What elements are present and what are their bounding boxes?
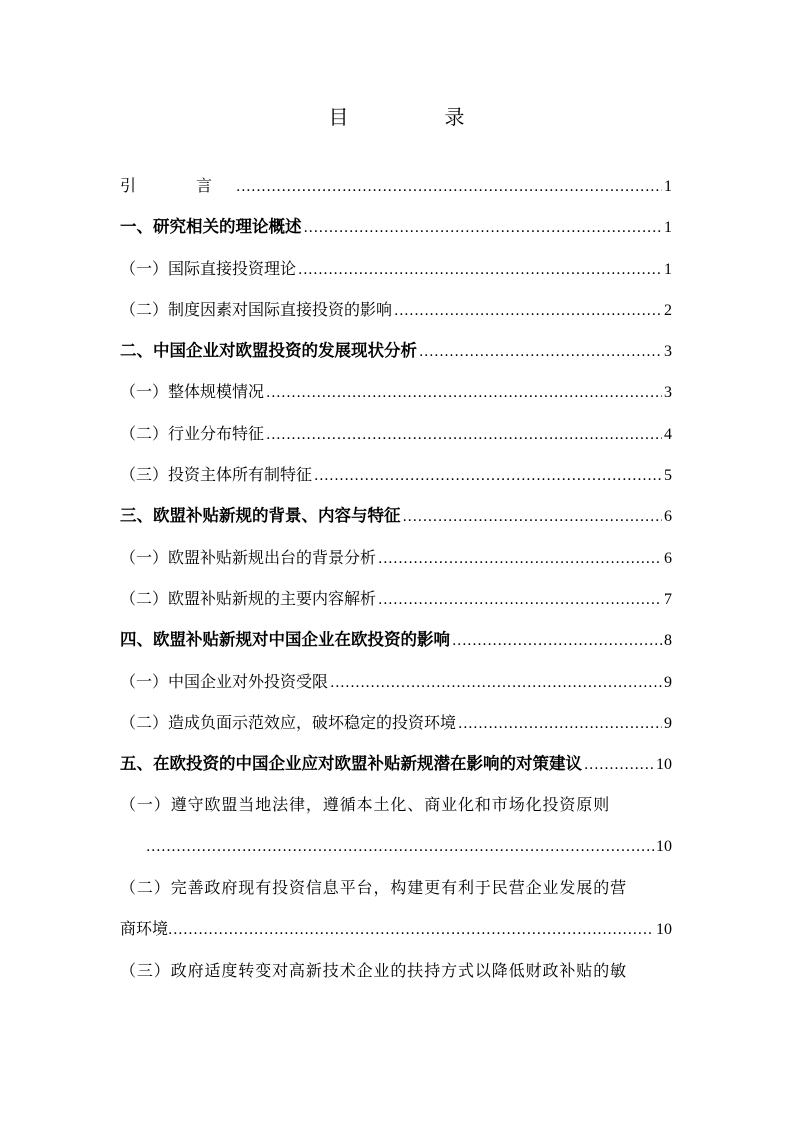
toc-dot-leader	[378, 584, 662, 616]
toc-dot-leader	[266, 377, 662, 409]
toc-page-number: 9	[664, 673, 672, 691]
toc-entry-chapter-4[interactable]	[120, 624, 672, 665]
toc-dot-leader	[236, 171, 662, 203]
toc-page-number: 10	[656, 756, 672, 774]
toc-entry-label: （二）造成负面示范效应，破坏稳定的投资环境	[120, 712, 457, 732]
toc-page-number: 8	[664, 632, 672, 650]
toc-entry-section-1-2[interactable]	[120, 294, 672, 335]
toc-entry-label: （一）欧盟补贴新规出台的背景分析	[120, 547, 377, 567]
toc-entry-section-5-3[interactable]	[120, 955, 672, 996]
toc-entry-label: （一）中国企业对外投资受限	[120, 671, 329, 691]
toc-entry-section-1-1[interactable]	[120, 253, 672, 294]
toc-page-number: 1	[664, 260, 672, 278]
toc-entry-label: （二）制度因素对国际直接投资的影响	[120, 299, 393, 319]
toc-dot-leader	[419, 336, 662, 368]
toc-entry-label: 引 言	[120, 176, 235, 195]
toc-entry-label: （一）遵守欧盟当地法律，遵循本土化、商业化和市场化投资原则	[120, 795, 611, 815]
toc-entry-label: 一、研究相关的理论概述	[120, 217, 302, 237]
toc-entry-label: （三）投资主体所有制特征	[120, 465, 313, 485]
toc-entry-label: 三、欧盟补贴新规的背景、内容与特征	[120, 506, 401, 526]
toc-dot-leader	[394, 295, 662, 327]
toc-page-number: 10	[656, 837, 672, 855]
toc-entry-section-4-2[interactable]	[120, 707, 672, 748]
toc-entry-label-line-1: （三）政府适度转变对高新技术企业的扶持方式以降低财政补贴的敏	[120, 960, 628, 980]
toc-dot-leader	[266, 419, 662, 451]
toc-dot-leader	[330, 667, 662, 699]
toc-entry-label: （二）行业分布特征	[120, 423, 265, 443]
toc-entry-section-3-1[interactable]	[120, 542, 672, 583]
toc-entry-chapter-2[interactable]	[120, 335, 672, 376]
table-of-contents	[120, 170, 672, 996]
toc-entry-label: （一）国际直接投资理论	[120, 258, 297, 278]
toc-dot-leader	[168, 914, 654, 946]
toc-entry-label: 二、中国企业对欧盟投资的发展现状分析	[120, 341, 417, 361]
toc-page-number: 7	[664, 590, 672, 608]
toc-page-number: 5	[664, 467, 672, 485]
toc-dot-leader	[314, 460, 662, 492]
toc-page-number: 4	[664, 425, 672, 443]
toc-entry-section-2-2[interactable]	[120, 418, 672, 459]
toc-dot-leader	[146, 831, 654, 863]
toc-page-number: 10	[656, 921, 672, 939]
toc-dot-leader	[304, 212, 663, 244]
toc-entry-section-3-2[interactable]	[120, 583, 672, 624]
toc-entry-section-5-1[interactable]	[120, 789, 672, 872]
toc-entry-chapter-5[interactable]	[120, 748, 672, 789]
toc-page-number: 2	[664, 301, 672, 319]
toc-entry-chapter-1[interactable]	[120, 211, 672, 252]
toc-entry-label: 五、在欧投资的中国企业应对欧盟补贴新规潜在影响的对策建议	[120, 754, 582, 774]
toc-entry-section-5-2[interactable]	[120, 872, 672, 955]
toc-entry-label: （一）整体规模情况	[120, 382, 265, 402]
toc-entry-introduction[interactable]	[120, 170, 672, 211]
toc-entry-continuation	[120, 831, 672, 872]
toc-dot-leader	[298, 254, 662, 286]
toc-entry-section-4-1[interactable]	[120, 666, 672, 707]
toc-page-number: 3	[664, 343, 672, 361]
toc-page-number: 1	[664, 178, 672, 195]
toc-entry-label-line-1: （二）完善政府现有投资信息平台，构建更有利于民营企业发展的营	[120, 878, 628, 898]
toc-entry-label: 四、欧盟补贴新规对中国企业在欧投资的影响	[120, 630, 450, 650]
toc-page-number: 6	[664, 549, 672, 567]
toc-entry-label-line-2: 商环境	[120, 919, 169, 939]
toc-dot-leader	[403, 501, 663, 533]
toc-entry-continuation	[120, 913, 672, 954]
toc-page-number: 1	[664, 219, 672, 237]
toc-page-number: 6	[664, 508, 672, 526]
toc-entry-section-2-3[interactable]	[120, 459, 672, 500]
toc-page-number: 3	[664, 384, 672, 402]
page-title: 目 录	[328, 105, 503, 129]
toc-dot-leader	[378, 543, 662, 575]
toc-entry-label: （二）欧盟补贴新规的主要内容解析	[120, 588, 377, 608]
toc-entry-section-2-1[interactable]	[120, 376, 672, 417]
toc-dot-leader	[584, 749, 654, 781]
toc-entry-chapter-3[interactable]	[120, 500, 672, 541]
toc-dot-leader	[452, 625, 662, 657]
toc-page-number: 9	[664, 714, 672, 732]
toc-dot-leader	[458, 708, 662, 740]
